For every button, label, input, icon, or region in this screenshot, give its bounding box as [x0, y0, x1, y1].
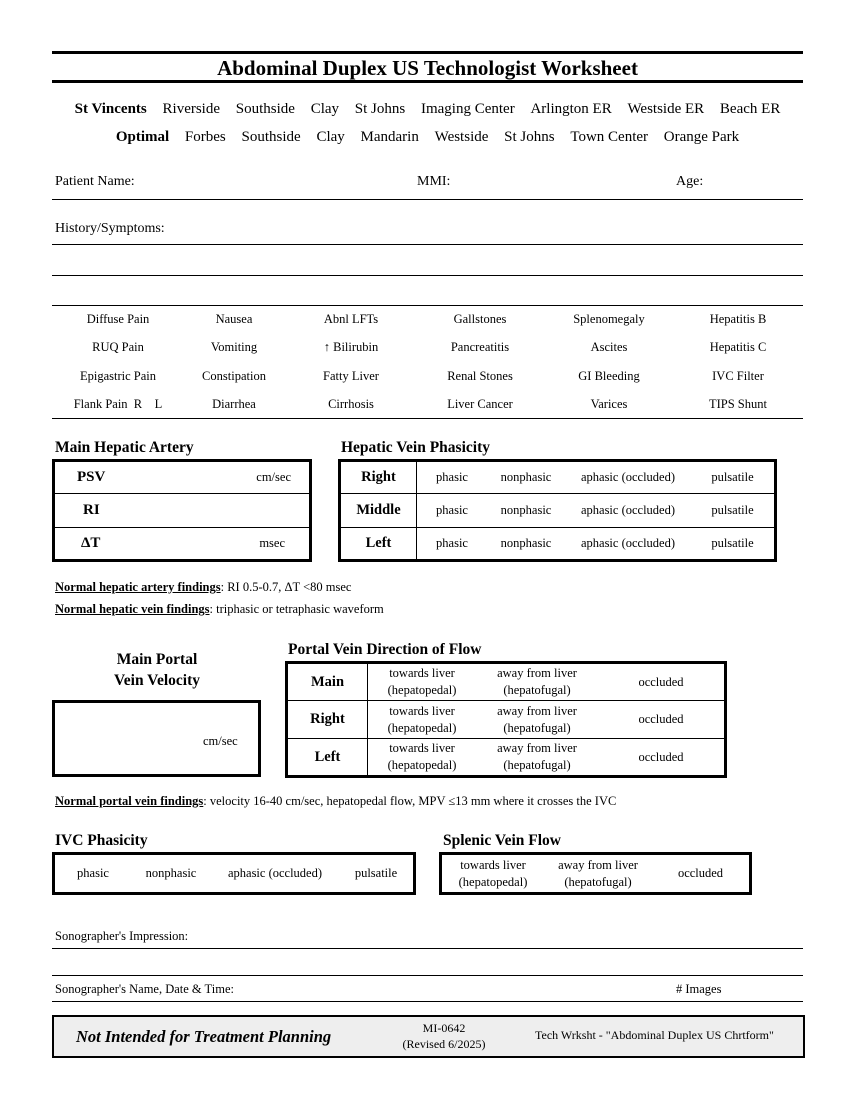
away-line1: away from liver	[558, 857, 638, 872]
patient-name-label: Patient Name:	[55, 174, 135, 189]
hepatic-vein-middle-label: Middle	[340, 494, 417, 527]
note-text: : triphasic or tetraphasic waveform	[209, 602, 384, 616]
history-rule-2	[52, 275, 803, 276]
facility-site: Riverside	[162, 101, 221, 117]
hepatic-vein-title: Hepatic Vein Phasicity	[341, 439, 490, 456]
symptom-option[interactable]: Diffuse Pain	[86, 312, 150, 326]
footer-revised: (Revised 6/2025)	[402, 1037, 486, 1051]
symptom-option[interactable]: Hepatitis C	[709, 340, 767, 354]
title-bottom-rule	[52, 80, 803, 83]
away-line2: (hepatofugal)	[503, 758, 571, 772]
facility-site: St Johns	[504, 129, 555, 145]
note-portal-vein	[55, 794, 616, 809]
footer-form-name: Tech Wrksht - "Abdominal Duplex US Chrtform"	[535, 1028, 774, 1042]
note-label: Normal hepatic artery findings	[55, 580, 221, 594]
facility-site: Town Center	[570, 129, 649, 145]
away-line1: away from liver	[497, 703, 577, 718]
title-top-rule	[52, 51, 803, 54]
facility-site: St Johns	[354, 101, 406, 117]
pulsatile-option[interactable]: pulsatile	[711, 502, 754, 517]
facility-site: Clay	[316, 129, 345, 145]
occluded-option[interactable]: occluded	[638, 674, 684, 689]
patient-rule	[52, 199, 803, 200]
table-row	[287, 739, 726, 777]
towards-line2: (hepatopedal)	[387, 683, 457, 697]
aphasic-option[interactable]: aphasic (occluded)	[580, 470, 676, 485]
symptom-option[interactable]: Nausea	[215, 312, 253, 326]
portal-flow-table	[285, 661, 727, 778]
facility-site: Imaging Center	[420, 101, 515, 117]
note-hepatic-artery	[55, 580, 351, 595]
history-rule-1	[52, 244, 803, 245]
portal-velocity-unit: cm/sec	[203, 734, 238, 748]
towards-line1: towards liver	[389, 703, 455, 718]
portal-left-label: Left	[287, 739, 368, 777]
hepatic-vein-table	[338, 459, 777, 562]
ivc-table	[52, 852, 416, 895]
facility-site: Beach ER	[719, 101, 781, 117]
facility-site: Mandarin	[360, 129, 419, 145]
facility-site: Orange Park	[663, 129, 740, 145]
symptom-option[interactable]: Fatty Liver	[323, 369, 379, 383]
impression-rule-1	[52, 948, 803, 949]
history-rule-3	[52, 305, 803, 306]
phasic-option[interactable]: phasic	[436, 470, 468, 485]
mmi-label: MMI:	[417, 174, 451, 189]
symptom-option[interactable]: Epigastric Pain	[79, 369, 157, 383]
away-line2: (hepatofugal)	[564, 874, 632, 889]
footer-form-number: MI-0642	[422, 1021, 466, 1035]
towards-line2: (hepatopedal)	[387, 758, 457, 772]
nonphasic-option[interactable]: nonphasic	[145, 866, 197, 880]
table-row	[287, 701, 726, 739]
phasic-option[interactable]: phasic	[436, 502, 468, 517]
portal-velocity-box[interactable]	[52, 700, 261, 777]
symptom-option[interactable]: Constipation	[202, 369, 266, 383]
pulsatile-option[interactable]: pulsatile	[354, 866, 398, 880]
footer-form-id	[389, 1020, 499, 1052]
facility-site: Clay	[310, 101, 340, 117]
facility-site: Westside ER	[627, 101, 705, 117]
impression-rule-2	[52, 975, 803, 976]
symptom-option[interactable]: TIPS Shunt	[708, 397, 767, 411]
sonographer-name-label: Sonographer's Name, Date & Time:	[55, 982, 234, 996]
table-row	[54, 527, 311, 560]
symptom-option[interactable]: RUQ Pain	[92, 340, 144, 354]
symptom-option[interactable]: Renal Stones	[447, 369, 513, 383]
note-label: Normal portal vein findings	[55, 794, 204, 808]
psv-unit[interactable]: cm/sec	[256, 470, 291, 485]
symptom-option[interactable]: Liver Cancer	[447, 397, 513, 411]
ri-label: RI	[83, 501, 100, 518]
aphasic-option[interactable]: aphasic (occluded)	[580, 535, 676, 550]
facility-site: Forbes	[184, 129, 226, 145]
footer-disclaimer: Not Intended for Treatment Planning	[76, 1027, 332, 1046]
splenic-table	[439, 852, 752, 895]
note-hepatic-vein	[55, 602, 384, 617]
phasic-option[interactable]: phasic	[436, 535, 468, 550]
facility-site: Arlington ER	[530, 101, 612, 117]
facility-row-st-vincents	[52, 101, 803, 118]
hepatic-artery-table	[52, 459, 312, 562]
symptom-option[interactable]: Varices	[590, 397, 628, 411]
ri-unit[interactable]	[147, 494, 311, 527]
facility-group-label: Optimal	[115, 129, 170, 145]
symptom-option[interactable]: Hepatitis B	[709, 312, 767, 326]
pulsatile-option[interactable]: pulsatile	[711, 470, 754, 485]
portal-main-label: Main	[287, 663, 368, 701]
portal-flow-title: Portal Vein Direction of Flow	[288, 641, 482, 658]
away-line2: (hepatofugal)	[503, 720, 571, 735]
towards-line2: (hepatopedal)	[387, 720, 457, 735]
symptom-option[interactable]: Flank Pain R L	[73, 397, 163, 411]
impression-label: Sonographer's Impression:	[55, 929, 189, 943]
facility-site: Westside	[434, 129, 489, 145]
page-title: Abdominal Duplex US Technologist Worksheet	[217, 56, 638, 80]
towards-liver-option[interactable]	[441, 854, 545, 894]
table-row	[340, 494, 776, 527]
nonphasic-option[interactable]: nonphasic	[500, 535, 552, 550]
away-line1: away from liver	[497, 741, 577, 755]
portal-velocity-title-line1: Main Portal	[116, 651, 198, 668]
table-row	[441, 854, 751, 894]
nonphasic-option[interactable]: nonphasic	[500, 502, 552, 517]
table-row	[54, 494, 311, 527]
hepatic-artery-title: Main Hepatic Artery	[55, 439, 194, 456]
away-liver-option[interactable]	[544, 854, 652, 894]
symptom-option[interactable]: GI Bleeding	[578, 369, 640, 383]
aphasic-option[interactable]: aphasic (occluded)	[580, 502, 676, 517]
note-text: : velocity 16-40 cm/sec, hepatopedal flow, MPV ≤13 mm where it crosses the IVC	[203, 794, 617, 808]
ivc-title: IVC Phasicity	[55, 832, 148, 849]
nonphasic-option[interactable]: nonphasic	[500, 470, 552, 485]
aphasic-option[interactable]: aphasic (occluded)	[227, 866, 323, 880]
away-line1: away from liver	[497, 666, 577, 680]
occluded-option[interactable]: occluded	[677, 866, 724, 880]
portal-velocity-title-line2: Vein Velocity	[114, 672, 200, 689]
towards-liver-option[interactable]	[368, 663, 477, 701]
symptom-option[interactable]: Diarrhea	[212, 397, 256, 411]
hepatic-vein-right-label: Right	[340, 461, 417, 494]
delta-t-unit[interactable]: msec	[259, 535, 285, 550]
symptom-option[interactable]: IVC Filter	[712, 369, 764, 383]
facility-row-optimal	[52, 129, 803, 146]
table-row	[54, 854, 415, 894]
psv-label: PSV	[77, 469, 106, 486]
symptom-option[interactable]: Vomiting	[210, 340, 258, 354]
symptom-option[interactable]: Pancreatitis	[450, 340, 510, 354]
pulsatile-option[interactable]: pulsatile	[711, 535, 754, 550]
facility-group-label: St Vincents	[74, 101, 147, 117]
symptom-option[interactable]: Ascites	[590, 340, 628, 354]
table-row	[54, 461, 311, 494]
table-row	[287, 663, 726, 701]
symptom-option[interactable]: Splenomegaly	[573, 312, 645, 326]
facility-site: Southside	[241, 129, 301, 145]
footer-bar	[52, 1015, 805, 1058]
towards-liver-option[interactable]	[368, 701, 477, 739]
note-text: : RI 0.5-0.7, ΔT <80 msec	[220, 580, 352, 594]
towards-liver-option[interactable]	[368, 739, 477, 777]
images-label: # Images	[676, 982, 722, 996]
portal-velocity-title	[60, 649, 254, 691]
towards-line2: (hepatopedal)	[458, 874, 528, 889]
away-liver-option[interactable]	[476, 701, 598, 739]
away-liver-option[interactable]	[476, 663, 598, 701]
occluded-option[interactable]: occluded	[638, 749, 684, 764]
away-liver-option[interactable]	[476, 739, 598, 777]
portal-right-label: Right	[287, 701, 368, 739]
symptom-option[interactable]: Gallstones	[453, 312, 507, 326]
phasic-option[interactable]: phasic	[77, 866, 109, 880]
table-row	[340, 527, 776, 560]
symptom-option[interactable]: Cirrhosis	[328, 397, 374, 411]
symptom-option[interactable]: ↑ Bilirubin	[323, 340, 379, 354]
occluded-option[interactable]: occluded	[638, 712, 684, 726]
delta-t-label: ΔT	[81, 534, 101, 551]
symptom-rule	[52, 418, 803, 419]
note-label: Normal hepatic vein findings	[55, 602, 210, 616]
age-label: Age:	[676, 174, 704, 189]
symptom-option[interactable]: Abnl LFTs	[323, 312, 379, 326]
away-line2: (hepatofugal)	[503, 683, 571, 697]
towards-line1: towards liver	[389, 741, 455, 755]
hepatic-vein-left-label: Left	[340, 527, 417, 560]
table-row	[340, 461, 776, 494]
towards-line1: towards liver	[389, 666, 455, 680]
splenic-title: Splenic Vein Flow	[443, 832, 561, 849]
facility-site: Southside	[235, 101, 295, 117]
sonographer-rule	[52, 1001, 803, 1002]
history-label: History/Symptoms:	[55, 221, 165, 236]
towards-line1: towards liver	[460, 857, 526, 872]
